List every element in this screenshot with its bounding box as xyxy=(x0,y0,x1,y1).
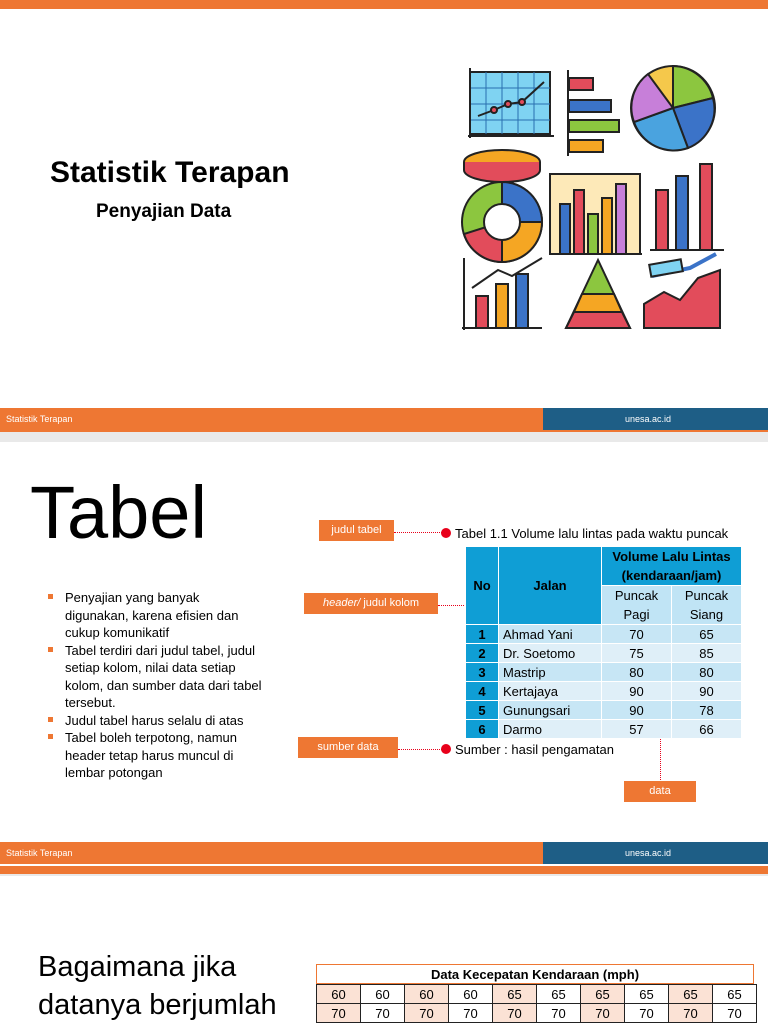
table-source: Sumber : hasil pengamatan xyxy=(455,742,614,757)
slide-footer xyxy=(0,408,768,430)
cell-pagi: 75 xyxy=(602,644,672,663)
speed-cell: 70 xyxy=(449,1004,493,1023)
cell-no: 4 xyxy=(466,682,499,701)
label-judul-tabel: judul tabel xyxy=(319,520,394,541)
bullet-item: Judul tabel harus selalu di atas xyxy=(48,712,263,730)
speed-cell: 60 xyxy=(361,985,405,1004)
presentation-subtitle: Penyajian Data xyxy=(96,201,232,222)
cell-jalan: Ahmad Yani xyxy=(499,625,602,644)
speed-cell: 65 xyxy=(713,985,757,1004)
cell-no: 5 xyxy=(466,701,499,720)
cell-jalan: Gunungsari xyxy=(499,701,602,720)
statistics-illustration-icon xyxy=(458,64,728,334)
cell-siang: 80 xyxy=(672,663,742,682)
cell-pagi: 70 xyxy=(602,625,672,644)
table-row xyxy=(466,701,742,720)
label-header-text: judul kolom xyxy=(360,597,419,609)
speed-cell: 60 xyxy=(405,985,449,1004)
speed-cell: 70 xyxy=(625,1004,669,1023)
header-pagi: Puncak Pagi xyxy=(602,586,672,625)
cell-no: 2 xyxy=(466,644,499,663)
connector-line xyxy=(398,749,442,750)
speed-cell: 70 xyxy=(537,1004,581,1023)
connector-line xyxy=(660,734,661,782)
cell-siang: 85 xyxy=(672,644,742,663)
bullet-item: Penyajian yang banyak digunakan, karena efisien dan cukup komunikatif xyxy=(48,589,263,642)
slide-footer xyxy=(0,842,768,864)
cell-no: 6 xyxy=(466,720,499,739)
table-caption: Tabel 1.1 Volume lalu lintas pada waktu puncak xyxy=(455,526,729,541)
speed-cell: 70 xyxy=(713,1004,757,1023)
header-no: No xyxy=(466,547,499,625)
cell-siang: 66 xyxy=(672,720,742,739)
cell-no: 3 xyxy=(466,663,499,682)
speed-cell: 70 xyxy=(493,1004,537,1023)
header-volume: Volume Lalu Lintas (kendaraan/jam) xyxy=(602,547,742,586)
header-siang: Puncak Siang xyxy=(672,586,742,625)
speed-data-table xyxy=(316,984,757,1023)
speed-cell: 65 xyxy=(493,985,537,1004)
presentation-title: Statistik Terapan xyxy=(50,156,290,189)
bottom-accent-bar xyxy=(0,866,768,874)
cell-jalan: Dr. Soetomo xyxy=(499,644,602,663)
top-accent-bar xyxy=(0,0,768,9)
cell-jalan: Kertajaya xyxy=(499,682,602,701)
cell-pagi: 90 xyxy=(602,701,672,720)
speed-cell: 60 xyxy=(449,985,493,1004)
cell-jalan: Darmo xyxy=(499,720,602,739)
table-row xyxy=(466,663,742,682)
speed-cell: 60 xyxy=(317,985,361,1004)
label-header-italic: header/ xyxy=(322,597,361,609)
cell-pagi: 80 xyxy=(602,663,672,682)
table-row xyxy=(466,720,742,739)
speed-cell: 70 xyxy=(361,1004,405,1023)
speed-cell: 65 xyxy=(581,985,625,1004)
label-sumber-data: sumber data xyxy=(298,737,398,758)
cell-jalan: Mastrip xyxy=(499,663,602,682)
table-row xyxy=(317,985,757,1004)
cell-no: 1 xyxy=(466,625,499,644)
bullet-list xyxy=(48,589,263,782)
speed-cell: 65 xyxy=(537,985,581,1004)
speed-cell: 70 xyxy=(317,1004,361,1023)
cell-pagi: 57 xyxy=(602,720,672,739)
footer-course-label: Statistik Terapan xyxy=(6,414,73,424)
speed-cell: 70 xyxy=(669,1004,713,1023)
slide-heading: Tabel xyxy=(30,471,207,554)
cell-siang: 90 xyxy=(672,682,742,701)
slide-title xyxy=(0,0,768,432)
label-header xyxy=(304,593,438,614)
label-data: data xyxy=(624,781,696,802)
footer-course-label: Statistik Terapan xyxy=(6,848,73,858)
traffic-volume-table xyxy=(465,546,742,739)
header-jalan: Jalan xyxy=(499,547,602,625)
cell-pagi: 90 xyxy=(602,682,672,701)
speed-cell: 70 xyxy=(405,1004,449,1023)
table-row xyxy=(466,644,742,663)
marker-dot xyxy=(441,528,451,538)
table-row xyxy=(466,682,742,701)
bottom-accent-bar xyxy=(0,430,768,432)
slide-tabel xyxy=(0,442,768,874)
footer-website: unesa.ac.id xyxy=(625,414,672,424)
cell-siang: 78 xyxy=(672,701,742,720)
slide-question xyxy=(0,876,768,1024)
bullet-item: Tabel boleh terpotong, namun header tetap harus muncul di lembar potongan xyxy=(48,729,263,782)
connector-line xyxy=(394,532,442,533)
table-row xyxy=(317,1004,757,1023)
cell-siang: 65 xyxy=(672,625,742,644)
speed-cell: 65 xyxy=(669,985,713,1004)
speed-cell: 65 xyxy=(625,985,669,1004)
footer-website: unesa.ac.id xyxy=(625,848,672,858)
table-row xyxy=(466,625,742,644)
question-text: Bagaimana jika datanya berjumlah xyxy=(38,951,277,1021)
marker-dot xyxy=(441,744,451,754)
speed-cell: 70 xyxy=(581,1004,625,1023)
speed-table-title: Data Kecepatan Kendaraan (mph) xyxy=(316,964,754,984)
bullet-item: Tabel terdiri dari judul tabel, judul setiap kolom, nilai data setiap kolom, dan sumber data dari tabel tersebut. xyxy=(48,642,263,712)
